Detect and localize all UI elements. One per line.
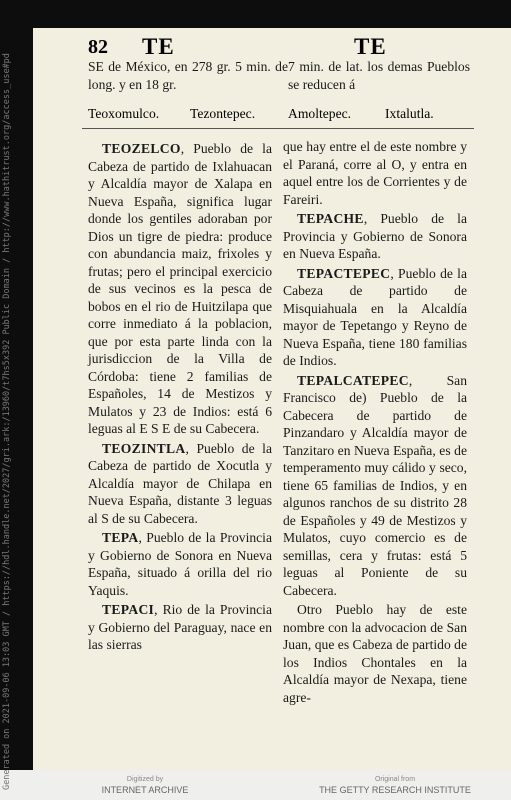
entry-head: TEPALCATEPEC xyxy=(297,372,409,388)
entry-text: , Pueblo de la Cabeza de partido de Ixlahuacan y Alcaldía mayor de Xalapa en Nueva España, significa lugar donde los gentiles adoraban por Dios un tigre de piedra: produce con abundancia maiz, frixoles y frutas; pero el principal exercicio de sus vecinos es la pesca de bobos en el rio de Huitzilapa que corre inmediato á la poblacion, que por esta parte linda con la jurisdiccion de la Villa de Córdoba: tiene 2 familias de Españoles, 14 de Mestizos y Mulatos y 23 de Indios: está 6 leguas al E S E de su Cabecera. xyxy=(88,141,272,436)
entry-head: TEPACI xyxy=(102,602,155,617)
scan-border-top xyxy=(0,0,511,28)
entry-tepactepec xyxy=(283,265,467,370)
entry-head: TEOZELCO xyxy=(102,141,181,156)
footer-original-big: THE GETTY RESEARCH INSTITUTE xyxy=(319,785,471,795)
right-column xyxy=(283,138,467,706)
entry-teozintla xyxy=(88,440,272,528)
entry-head: TEPACTEPEC xyxy=(297,265,391,281)
entry-text: que hay entre el de este nombre y el Paraná, corre al O, y entra en aquel entre los de Corrientes y de Fareiri. xyxy=(283,139,467,207)
right-top-text: 7 min. de lat. los demas Pueblos se reducen á xyxy=(288,59,470,92)
running-head-left: TE xyxy=(142,34,175,59)
hathitrust-note: Generated on 2021-09-06 13:03 GMT / https://hdl.handle.net/2027/gri.ark:/13960/t7hs5x392 Public Domain / http://www.hathitrust.org/access_use#pd xyxy=(2,53,12,790)
entry-tepache xyxy=(283,210,467,263)
divider-rule xyxy=(82,128,474,129)
left-column-top xyxy=(88,58,288,93)
entry-text: , Pueblo de la Provincia y Gobierno de Sonora en Nueva España, situado á orilla del rio Yaquis. xyxy=(88,530,272,598)
footer-digitized-big: INTERNET ARCHIVE xyxy=(101,785,189,795)
place-name-4: Ixtalutla. xyxy=(385,106,434,121)
entry-text: , Rio de la Provincia y Gobierno del Paraguay, nace en las sierras xyxy=(88,602,272,652)
entry-text: , Pueblo de la Provincia y Gobierno de Sonora en Nueva España. xyxy=(283,211,467,261)
entry-otro-pueblo xyxy=(283,601,467,706)
entry-tepa xyxy=(88,529,272,599)
right-column-top xyxy=(288,58,470,93)
place-name-1: Teoxomulco. xyxy=(88,106,160,121)
entry-tepaci xyxy=(88,601,272,654)
footer-original-small: Original from xyxy=(374,776,416,783)
page-number: 82 xyxy=(88,36,108,58)
entry-head: TEPA xyxy=(102,530,139,545)
entry-text: , Pueblo de la Cabeza de partido de Misquiahuala en la Alcaldía mayor de Tepetango y Reyno de Nueva España, tiene 180 familias de Indios. xyxy=(283,265,467,368)
entry-tepalcatepec xyxy=(283,372,467,600)
place-name-2: Tezontepec. xyxy=(190,106,256,121)
left-column xyxy=(88,138,272,654)
entry-text: Otro Pueblo hay de este nombre con la advocacion de San Juan, que es Cabeza de partido de los Indios Chontales en la Alcaldía mayor de Nexapa, tiene agre- xyxy=(283,602,467,705)
footer-digitized-small: Digitized by xyxy=(126,776,164,783)
entry-tepaci-cont xyxy=(283,138,467,208)
footer-original xyxy=(300,775,490,795)
running-head-right: TE xyxy=(354,34,387,59)
left-top-text: SE de México, en 278 gr. 5 min. de long. y en 18 gr. xyxy=(88,59,288,92)
entry-head: TEOZINTLA xyxy=(102,440,186,456)
entry-head: TEPACHE xyxy=(297,211,364,226)
entry-teozelco xyxy=(88,140,272,438)
entry-text: , Pueblo de la Cabeza de partido de Xocutla y Alcaldía mayor de Chilapa en Nueva España, distante 3 leguas al S de su Cabecera. xyxy=(88,440,272,526)
place-name-3: Amoltepec. xyxy=(288,106,352,121)
footer-digitized xyxy=(70,775,220,795)
entry-text: , San Francisco de) Pueblo de la Cabecera de partido de Pinzandaro y Alcaldía mayor de Tanzitaro en Nueva España, es de temperamento muy cálido y seco, tiene 65 familias de Indios, y en algunos ranchos de su distrito 28 de Españoles y 49 de Mestizos y Mulatos, cuyo comercio es de semillas, cera y frutas: está 5 leguas al Poniente de su Cabecera. xyxy=(283,372,467,598)
